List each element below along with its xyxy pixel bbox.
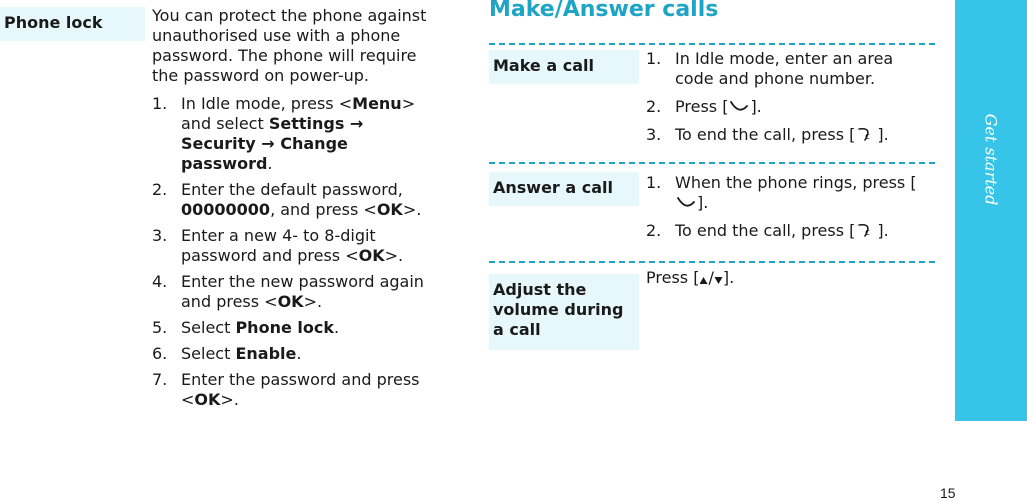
list-item: [152, 94, 442, 174]
step-keyword: OK: [358, 246, 385, 265]
step-text: When the phone rings, press [: [675, 173, 917, 192]
phone-lock-steps: [152, 94, 442, 410]
step-text: Enter a new 4- to 8-digit password and press <: [181, 226, 376, 265]
step-text: Select: [181, 318, 236, 337]
step-keyword: OK: [194, 390, 221, 409]
step-text: To end the call, press [: [675, 221, 856, 240]
step-text: Enter the default password,: [181, 180, 403, 199]
step-text: ].: [722, 268, 735, 287]
list-item: [152, 180, 442, 220]
step-text: Enter the password and press <: [181, 370, 420, 409]
list-item: [152, 344, 442, 364]
section-divider: [489, 43, 935, 45]
section-divider: [489, 162, 935, 164]
step-text: Enter the new password again and press <: [181, 272, 424, 311]
svg-text:c: c: [865, 228, 871, 238]
step-text: In Idle mode, press <: [181, 94, 353, 113]
step-number: 6.: [152, 344, 168, 363]
list-item: [152, 318, 442, 338]
adjust-volume-label: Adjust the volume during a call: [489, 274, 639, 350]
make-call-steps: [646, 49, 936, 145]
step-number: 1.: [646, 173, 662, 192]
step-keyword: Settings → Security → Change password: [181, 114, 364, 173]
list-item: [646, 49, 936, 89]
volume-down-icon: [714, 274, 723, 286]
answer-call-steps: [646, 173, 936, 241]
section-divider: [489, 261, 935, 263]
side-tab-label: Get started: [981, 113, 1001, 206]
step-text: >.: [220, 390, 239, 409]
step-number: 5.: [152, 318, 168, 337]
step-text: /: [708, 268, 714, 287]
step-text: .: [296, 344, 302, 363]
step-keyword: OK: [277, 292, 304, 311]
step-text: >.: [402, 200, 422, 219]
step-text: >.: [303, 292, 323, 311]
step-text: Press [: [646, 268, 700, 287]
list-item: [152, 370, 442, 410]
make-call-section: [646, 49, 936, 145]
step-number: 2.: [646, 221, 662, 240]
step-text: Press [: [675, 97, 729, 116]
step-number: 7.: [152, 370, 168, 389]
phone-lock-label: Phone lock: [0, 7, 145, 41]
step-text: > and select: [181, 94, 416, 133]
end-key-icon: [855, 221, 877, 239]
list-item: [646, 173, 936, 213]
step-keyword: 00000000: [181, 200, 271, 219]
step-text: Select: [181, 344, 236, 363]
step-text: .: [267, 154, 273, 173]
step-keyword: Enable: [235, 344, 297, 363]
step-text: In Idle mode, enter an area code and phone number.: [675, 49, 894, 88]
phone-lock-section: [152, 6, 442, 410]
list-item: [646, 125, 936, 145]
page-number: 15: [940, 485, 956, 501]
list-item: [646, 97, 936, 117]
step-keyword: Menu: [352, 94, 402, 113]
make-call-label: Make a call: [489, 50, 639, 84]
step-number: 3.: [152, 226, 168, 245]
answer-call-label: Answer a call: [489, 172, 639, 206]
step-number: 1.: [646, 49, 662, 68]
adjust-volume-text: [646, 268, 936, 288]
dial-key-icon: [675, 195, 697, 211]
step-text: ].: [750, 97, 762, 116]
step-keyword: Phone lock: [235, 318, 334, 337]
list-item: [152, 272, 442, 312]
dial-key-icon: [728, 99, 750, 115]
step-number: 4.: [152, 272, 168, 291]
list-item: [646, 221, 936, 241]
step-text: >.: [384, 246, 404, 265]
step-number: 3.: [646, 125, 662, 144]
step-number: 2.: [152, 180, 168, 199]
phone-lock-intro: You can protect the phone against unauthorised use with a phone password. The phone will require the password on power-up.: [152, 6, 427, 85]
step-number: 1.: [152, 94, 168, 113]
svg-text:c: c: [865, 132, 871, 142]
answer-call-section: [646, 173, 936, 241]
step-text: .: [333, 318, 340, 337]
step-text: To end the call, press [: [675, 125, 856, 144]
step-text: , and press <: [270, 200, 377, 219]
step-text: ].: [877, 125, 889, 144]
step-text: ].: [877, 221, 889, 240]
list-item: [152, 226, 442, 266]
section-side-tab: [955, 0, 1027, 421]
step-keyword: OK: [376, 200, 403, 219]
step-text: ].: [697, 193, 709, 212]
end-key-icon: [855, 125, 877, 143]
step-number: 2.: [646, 97, 662, 116]
page-title: Make/Answer calls: [489, 0, 719, 22]
